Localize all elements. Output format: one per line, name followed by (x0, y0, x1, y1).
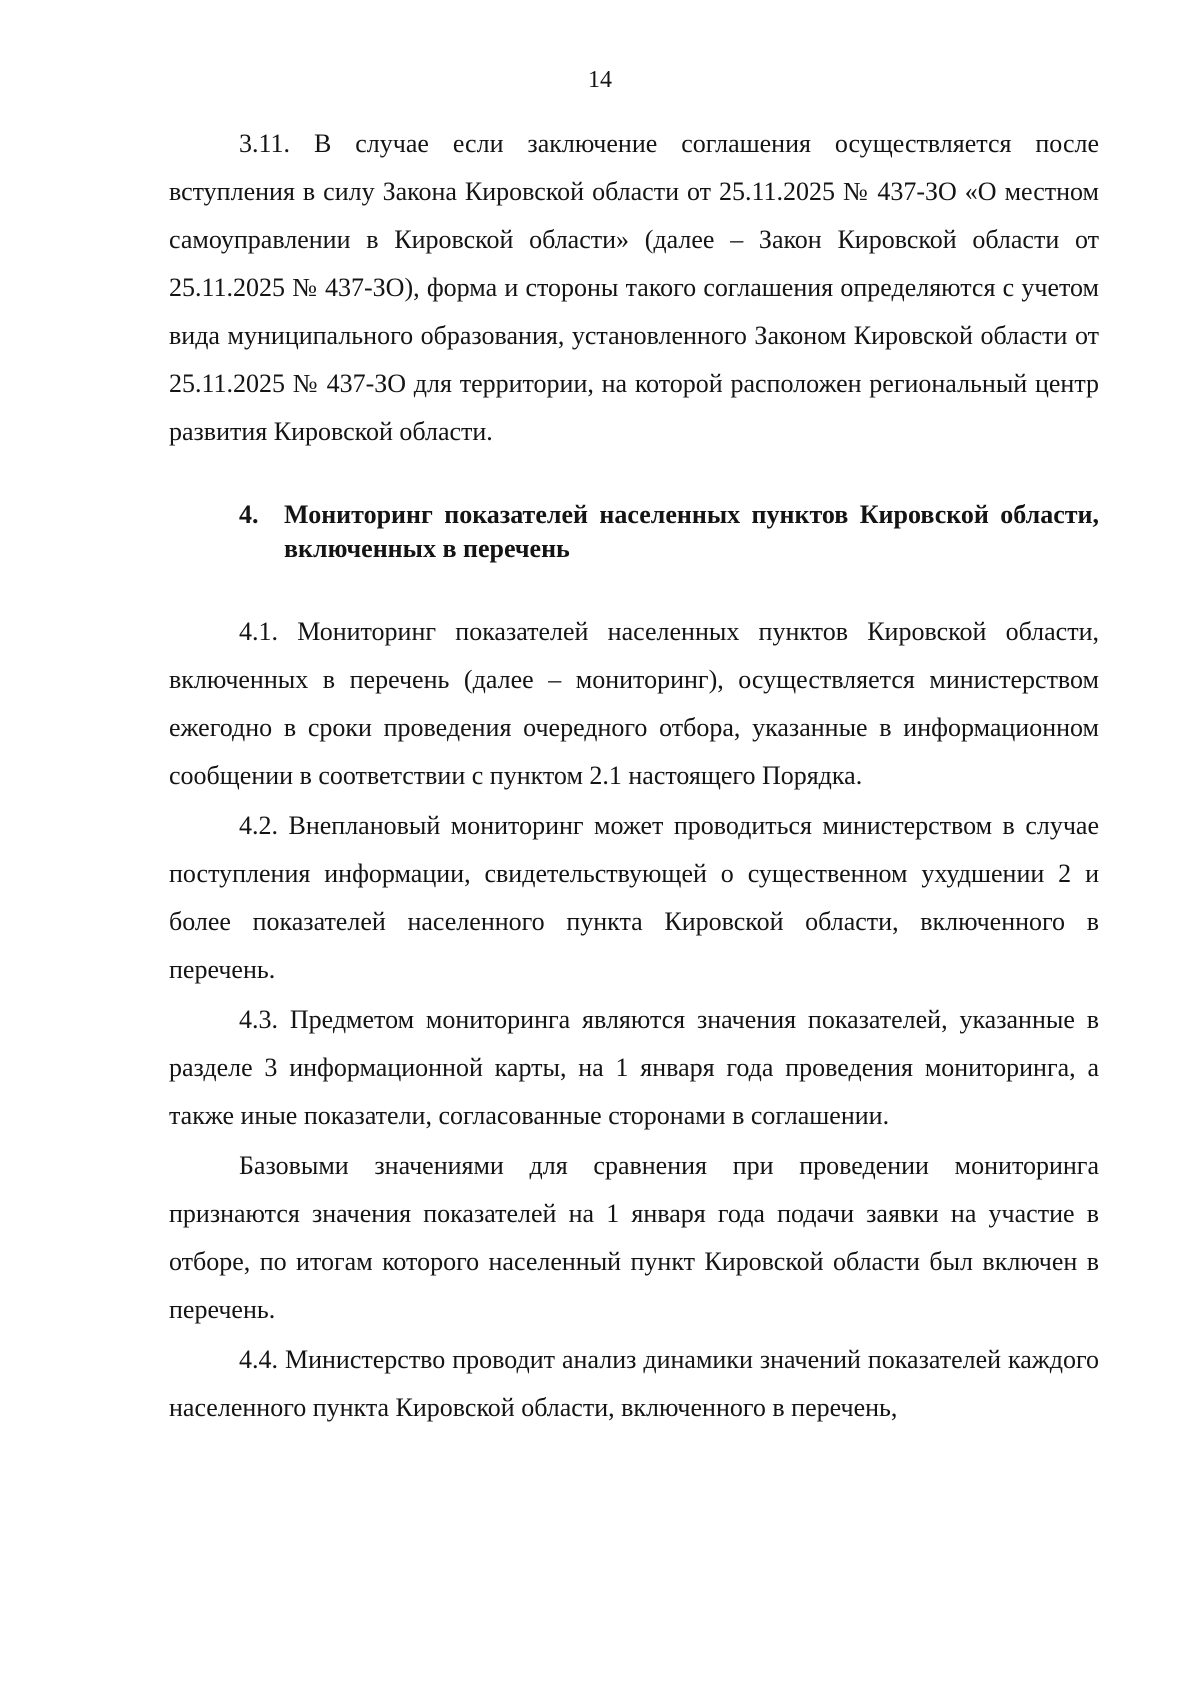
paragraph-4-4: 4.4. Министерство проводит анализ динамики значений показателей каждого населенного пункта Кировской области, включенного в перечень, (169, 1345, 1099, 1422)
section-4-number: 4. (239, 500, 259, 529)
paragraph-base-values: Базовыми значениями для сравнения при проведении мониторинга признаются значения показателей на 1 января года подачи заявки на участие в отборе, по итогам которого населенный пункт Кировской области был включен в перечень. (169, 1151, 1099, 1324)
paragraph-4-2: 4.2. Внеплановый мониторинг может проводиться министерством в случае поступления информации, свидетельствующей о существенном ухудшении 2 и более показателей населенного пункта Кировской области, включенного в перечень. (169, 811, 1099, 984)
section-4-heading (169, 498, 1099, 566)
paragraph-3-11: 3.11. В случае если заключение соглашения осуществляется после вступления в силу Закона Кировской области от 25.11.2025 № 437-ЗО «О местном самоуправлении в Кировской области» (далее – Закон Кировской области от 25.11.2025 № 437-ЗО), форма и стороны такого соглашения определяются с учетом вида муниципального образования, установленного Законом Кировской области от 25.11.2025 № 437-ЗО для территории, на которой расположен региональный центр развития Кировской области. (169, 129, 1099, 446)
paragraph-4-1: 4.1. Мониторинг показателей населенных пунктов Кировской области, включенных в перечень (далее – мониторинг), осуществляется министерством ежегодно в сроки проведения очередного отбора, указанные в информационном сообщении в соответствии с пунктом 2.1 настоящего Порядка. (169, 617, 1099, 790)
section-4-title: Мониторинг показателей населенных пунктов Кировской области, включенных в перечень (284, 500, 1099, 563)
paragraph-4-3: 4.3. Предметом мониторинга являются значения показателей, указанные в разделе 3 информационной карты, на 1 января года проведения мониторинга, а также иные показатели, согласованные сторонами в соглашении. (169, 1005, 1099, 1130)
page-number: 14 (588, 67, 612, 93)
document-body (169, 120, 1099, 1432)
section-4-heading-block (169, 498, 1099, 566)
